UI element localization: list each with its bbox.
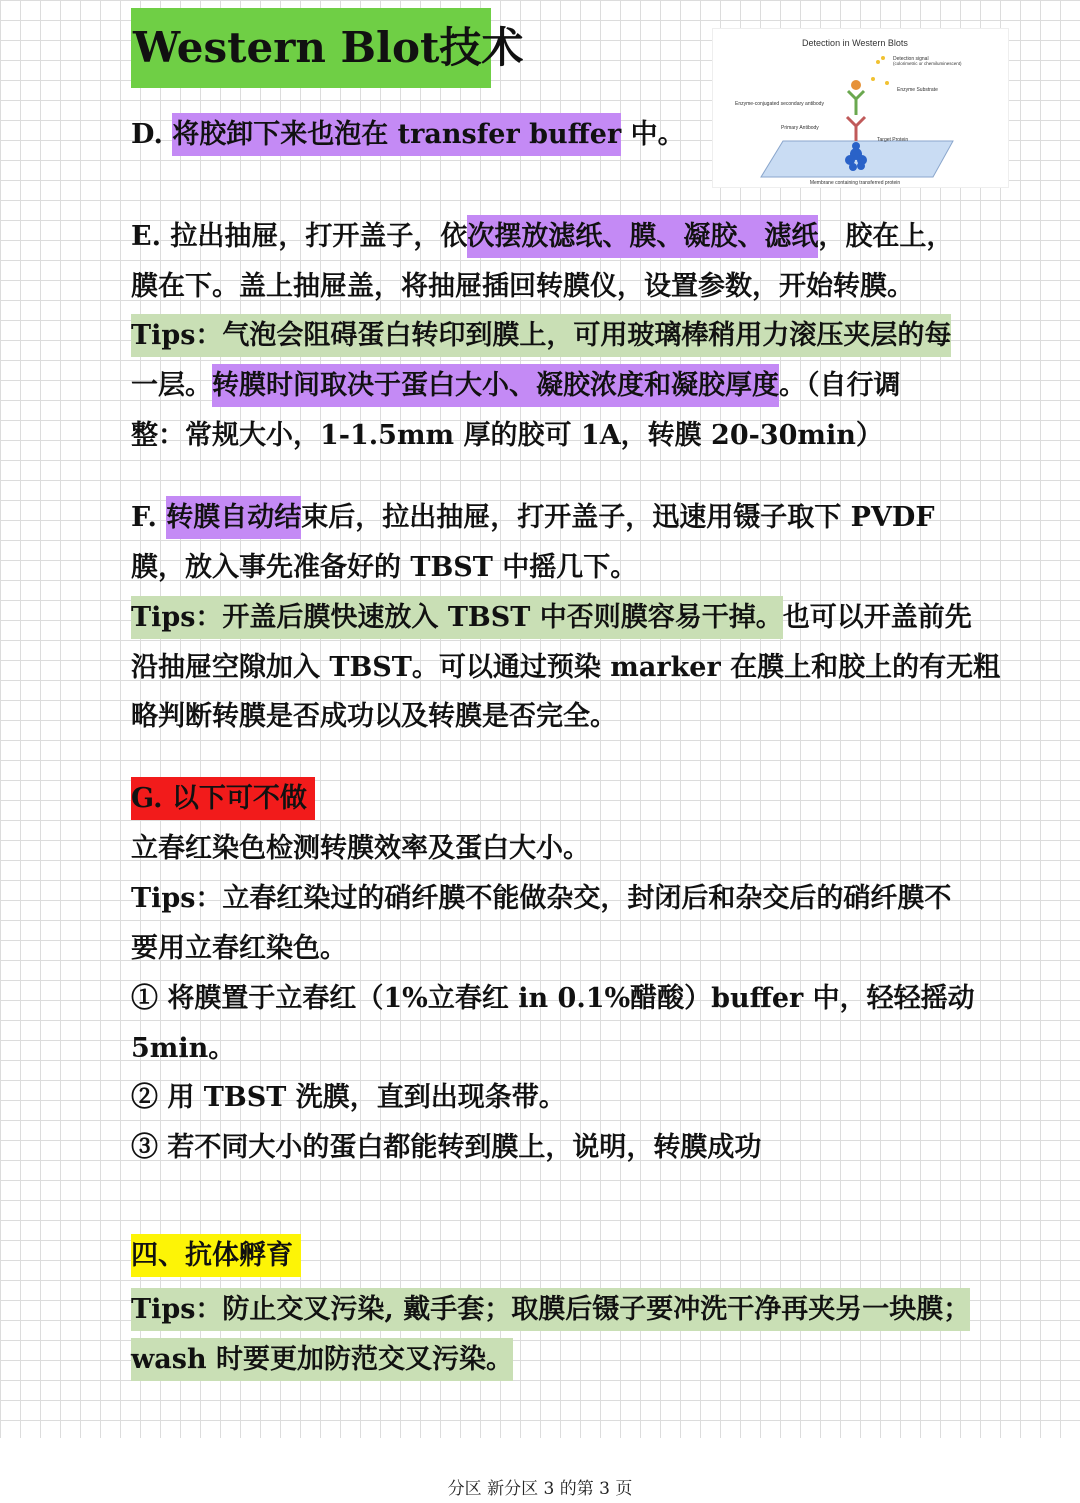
step-e-highlight: 转膜时间取决于蛋白大小、凝胶浓度和凝胶厚度	[212, 364, 779, 407]
step-f-text: 束后，拉出抽屉，打开盖子，迅速用镊子取下 PVDF	[301, 502, 935, 533]
page-footer: 分区 新分区 3 的第 3 页	[447, 1479, 633, 1499]
step-e-text: 。（自行调	[779, 370, 901, 401]
figure-label-primary: Primary Antibody	[781, 125, 819, 131]
step-f-tips-highlight: Tips：开盖后膜快速放入 TBST 中否则膜容易干掉。	[131, 596, 783, 639]
section-4-heading-text: 四、抗体孵育	[131, 1234, 301, 1277]
section-4-tips-2-text: wash 时要更加防范交叉污染。	[131, 1338, 513, 1381]
step-f-tips	[131, 598, 972, 638]
step-f-line-5: 略判断转膜是否成功以及转膜是否完全。	[131, 701, 617, 732]
figure-label-signal2: (colorimetric or chemiluminescent)	[893, 61, 962, 66]
step-f-line-1	[131, 498, 935, 538]
step-e-text: E. 拉出抽屉，打开盖子，依	[131, 221, 468, 252]
step-d-suffix: 中。	[621, 119, 685, 150]
step-g-item-1: ① 将膜置于立春红（1%立春红 in 0.1%醋酸）buffer 中，轻轻摇动	[131, 983, 975, 1014]
primary-antibody-icon	[847, 117, 865, 141]
step-f-text: F.	[131, 502, 167, 533]
step-d-highlight: 将胶卸下来也泡在 transfer buffer	[172, 113, 621, 156]
step-e-line-4	[131, 366, 901, 406]
secondary-antibody-icon	[848, 91, 864, 115]
figure-label-substrate: Enzyme Substrate	[897, 87, 938, 93]
step-g-item-1b: 5min。	[131, 1033, 236, 1064]
step-g-tips: Tips：立春红染过的硝纤膜不能做杂交，封闭后和杂交后的硝纤膜不	[131, 883, 952, 914]
step-e-highlight: 次摆放滤纸、膜、凝胶、滤纸	[467, 215, 818, 258]
enzyme-icon	[851, 80, 861, 90]
section-4-heading	[131, 1236, 301, 1276]
step-g-tips-2: 要用立春红染色。	[131, 933, 347, 964]
step-f-line-2: 膜，放入事先准备好的 TBST 中摇几下。	[131, 552, 638, 583]
section-4-tips	[131, 1290, 970, 1330]
step-f-line-4: 沿抽屉空隙加入 TBST。可以通过预染 marker 在膜上和胶上的有无粗	[131, 652, 1001, 683]
step-e-line-1	[131, 217, 953, 257]
section-4-tips-text: Tips：防止交叉污染, 戴手套；取膜后镊子要冲洗干净再夹另一块膜；	[131, 1288, 970, 1331]
step-e-text: 一层。	[131, 370, 212, 401]
step-g-item-3: ③ 若不同大小的蛋白都能转到膜上，说明，转膜成功	[131, 1132, 762, 1163]
step-g-heading-text: G. 以下可不做	[131, 777, 315, 820]
step-e-line-5: 整：常规大小，1-1.5mm 厚的胶可 1A，转膜 20-30min）	[131, 420, 883, 451]
step-g-heading	[131, 779, 315, 819]
step-e-tips	[131, 316, 951, 356]
step-g-line-1: 立春红染色检测转膜效率及蛋白大小。	[131, 833, 590, 864]
section-4-tips-2	[131, 1340, 513, 1380]
step-e-text: ，胶在上，	[818, 221, 954, 252]
step-d	[131, 115, 685, 155]
step-f-highlight: 转膜自动结	[166, 496, 301, 539]
figure-label-secondary: Enzyme-conjugated secondary antibody	[735, 101, 824, 107]
western-blot-figure	[712, 28, 1009, 188]
figure-label-target: Target Protein	[877, 137, 909, 143]
figure-title: Detection in Western Blots	[802, 38, 908, 48]
substrate-icon	[871, 56, 889, 85]
step-e-line-2: 膜在下。盖上抽屉盖，将抽屉插回转膜仪，设置参数，开始转膜。	[131, 271, 914, 302]
step-g-item-2: ② 用 TBST 洗膜，直到出现条带。	[131, 1082, 566, 1113]
figure-label-membrane: Membrane containing transferred protein	[809, 180, 901, 186]
page-title: Western Blot技术	[131, 8, 491, 88]
step-e-tips-text: Tips：气泡会阻碍蛋白转印到膜上，可用玻璃棒稍用力滚压夹层的每	[131, 314, 951, 357]
step-d-prefix: D.	[131, 119, 173, 150]
step-f-text: 也可以开盖前先	[782, 602, 972, 633]
figure-label-signal: Detection signal	[893, 56, 929, 62]
